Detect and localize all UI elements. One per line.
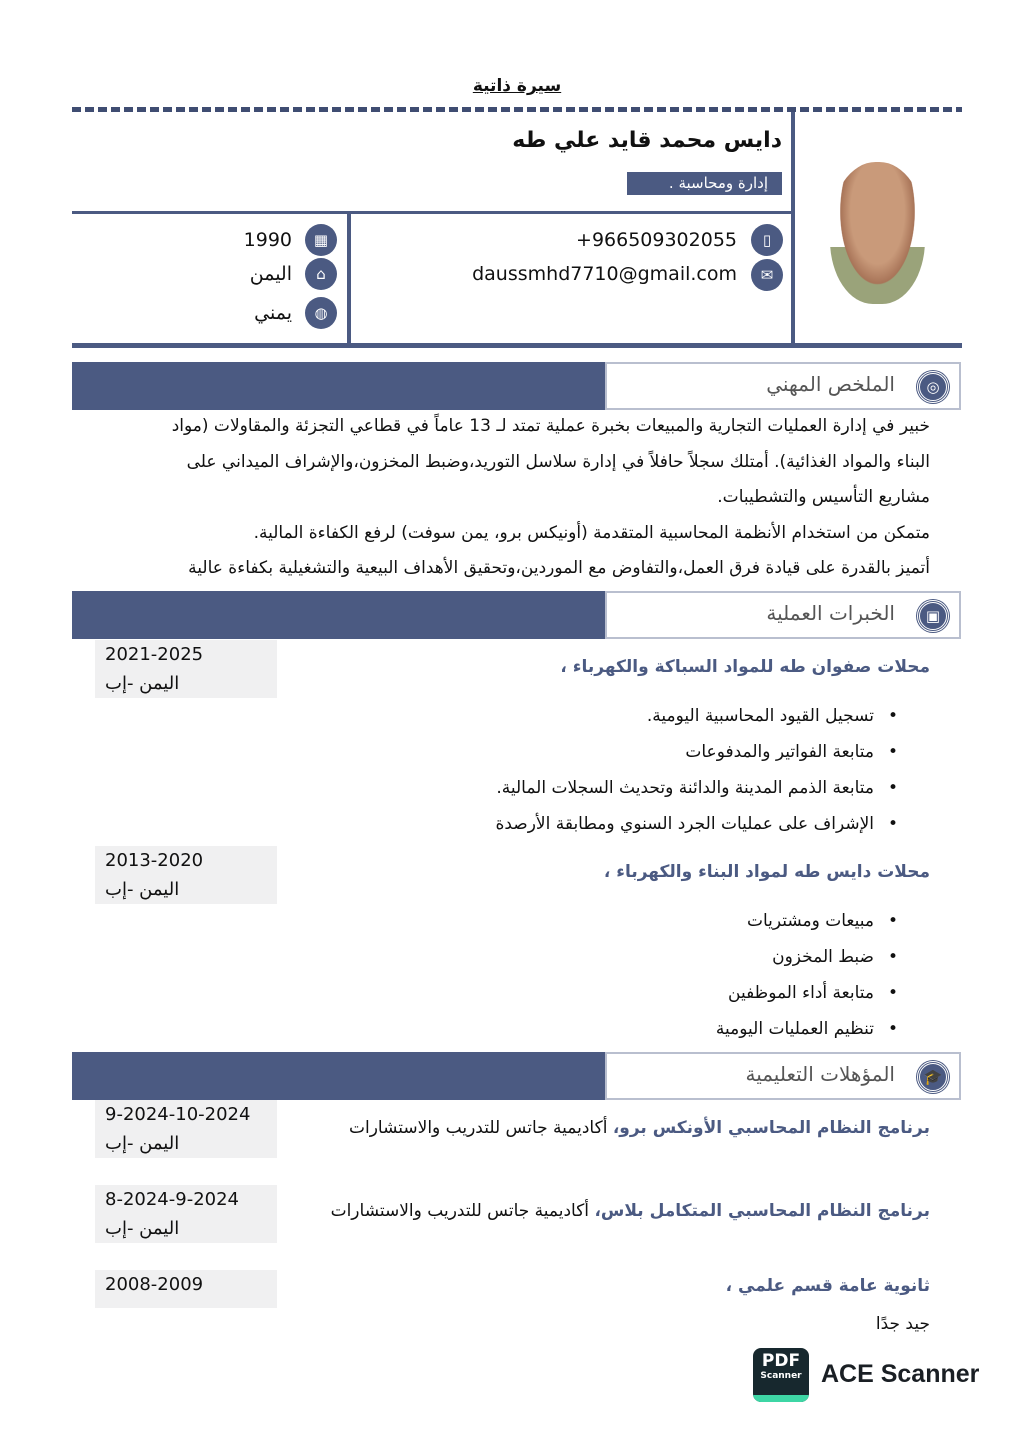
section-band [72, 1052, 606, 1100]
target-icon: ◎ [917, 371, 949, 403]
profile-photo [830, 162, 925, 304]
location: اليمن -إب [105, 673, 180, 694]
duty-item: متابعة الفواتير والمدفوعات • [685, 742, 874, 762]
duty-item: ضبط المخزون • [772, 947, 874, 967]
period: 2013-2020 [105, 850, 204, 871]
duty-item: تنظيم العمليات اليومية • [716, 1019, 874, 1039]
program-title: برنامج النظام المحاسبي المتكامل بلاس، [594, 1201, 930, 1221]
job-subtitle: إدارة ومحاسبة . [627, 172, 782, 195]
section-title: الملخص المهني [766, 372, 895, 396]
location: اليمن -إب [105, 1218, 180, 1239]
grade: جيد جدًا [875, 1314, 930, 1334]
location: اليمن -إب [105, 1133, 180, 1154]
period: 9-2024-10-2024 [105, 1104, 251, 1125]
duty-item: متابعة الذمم المدينة والدائنة وتحديث السجلات المالية. • [496, 778, 874, 798]
watermark-text: ACE Scanner [821, 1360, 980, 1388]
institution: أكاديمية جاتس للتدريب والاستشارات [348, 1118, 613, 1138]
program-title: ثانوية عامة قسم علمي ، [725, 1276, 930, 1296]
duty-item: الإشراف على عمليات الجرد السنوي ومطابقة الأرصدة • [495, 814, 874, 834]
country: اليمن [249, 263, 292, 285]
divider [347, 212, 351, 346]
pdf-scanner-logo: PDF Scanner [753, 1348, 809, 1402]
institution: أكاديمية جاتس للتدريب والاستشارات [330, 1201, 595, 1221]
graduation-cap-icon: 🎓 [917, 1061, 949, 1093]
section-band [72, 362, 606, 410]
location: اليمن -إب [105, 879, 180, 900]
period: 2021-2025 [105, 644, 204, 665]
summary-line: أتميز بالقدرة على قيادة فرق العمل،والتفاوض مع الموردين،وتحقيق الأهداف البيعية والتشغيلية بكفاءة عالية [188, 558, 930, 578]
summary-line: خبير في إدارة العمليات التجارية والمبيعات بخبرة عملية تمتد لـ 13 عاماً في قطاعي التجزئة والمقاولات (مواد [171, 416, 930, 436]
program-title: برنامج النظام المحاسبي الأونكس برو، [612, 1118, 930, 1138]
section-header-education [605, 1052, 961, 1100]
section-header-summary [605, 362, 961, 410]
section-header-experience [605, 591, 961, 639]
full-name: دايس محمد قايد علي طه [512, 128, 782, 153]
period: 2008-2009 [105, 1274, 204, 1295]
section-title: المؤهلات التعليمية [745, 1062, 895, 1086]
duty-item: مبيعات ومشتريات • [747, 911, 874, 931]
document-title: سيرة ذاتية [472, 76, 562, 96]
experience-date-box [95, 640, 277, 698]
education-entry [331, 1201, 930, 1221]
duty-item: تسجيل القيود المحاسبية اليومية. • [647, 706, 874, 726]
divider [791, 112, 795, 346]
globe-icon: ◍ [305, 297, 337, 329]
divider [72, 211, 793, 214]
job-title: محلات صفوان طه للمواد السباكة والكهرباء ، [560, 657, 930, 677]
period: 8-2024-9-2024 [105, 1189, 240, 1210]
birth-year: 1990 [243, 229, 292, 251]
duty-item: متابعة أداء الموظفين • [728, 983, 874, 1003]
section-title: الخبرات العملية [766, 601, 895, 625]
dashed-divider [72, 107, 962, 112]
education-date-box [95, 1270, 277, 1308]
envelope-icon: ✉ [751, 259, 783, 291]
education-date-box [95, 1100, 277, 1158]
education-date-box [95, 1185, 277, 1243]
section-band [72, 591, 606, 639]
summary-line: مشاريع التأسيس والتشطيبات. [717, 487, 930, 507]
nationality: يمني [254, 302, 292, 324]
education-entry [349, 1118, 930, 1138]
summary-line: البناء والمواد الغذائية). أمتلك سجلاً حافلاً في إدارة سلاسل التوريد،وضبط المخزون،والإشراف الميداني على [186, 452, 930, 472]
home-icon: ⌂ [305, 258, 337, 290]
divider [72, 343, 962, 348]
experience-date-box [95, 846, 277, 904]
email-address: daussmhd7710@gmail.com [472, 263, 737, 285]
summary-line: متمكن من استخدام الأنظمة المحاسبية المتقدمة (أونيكس برو، يمن سوفت) لرفع الكفاءة المالية. [253, 523, 930, 543]
job-title: محلات دايس طه لمواد البناء والكهرباء ، [603, 862, 930, 882]
mobile-icon: ▯ [751, 224, 783, 256]
briefcase-icon: ▣ [917, 600, 949, 632]
calendar-icon: ▦ [305, 224, 337, 256]
phone-number: 966509302055+ [576, 229, 737, 251]
